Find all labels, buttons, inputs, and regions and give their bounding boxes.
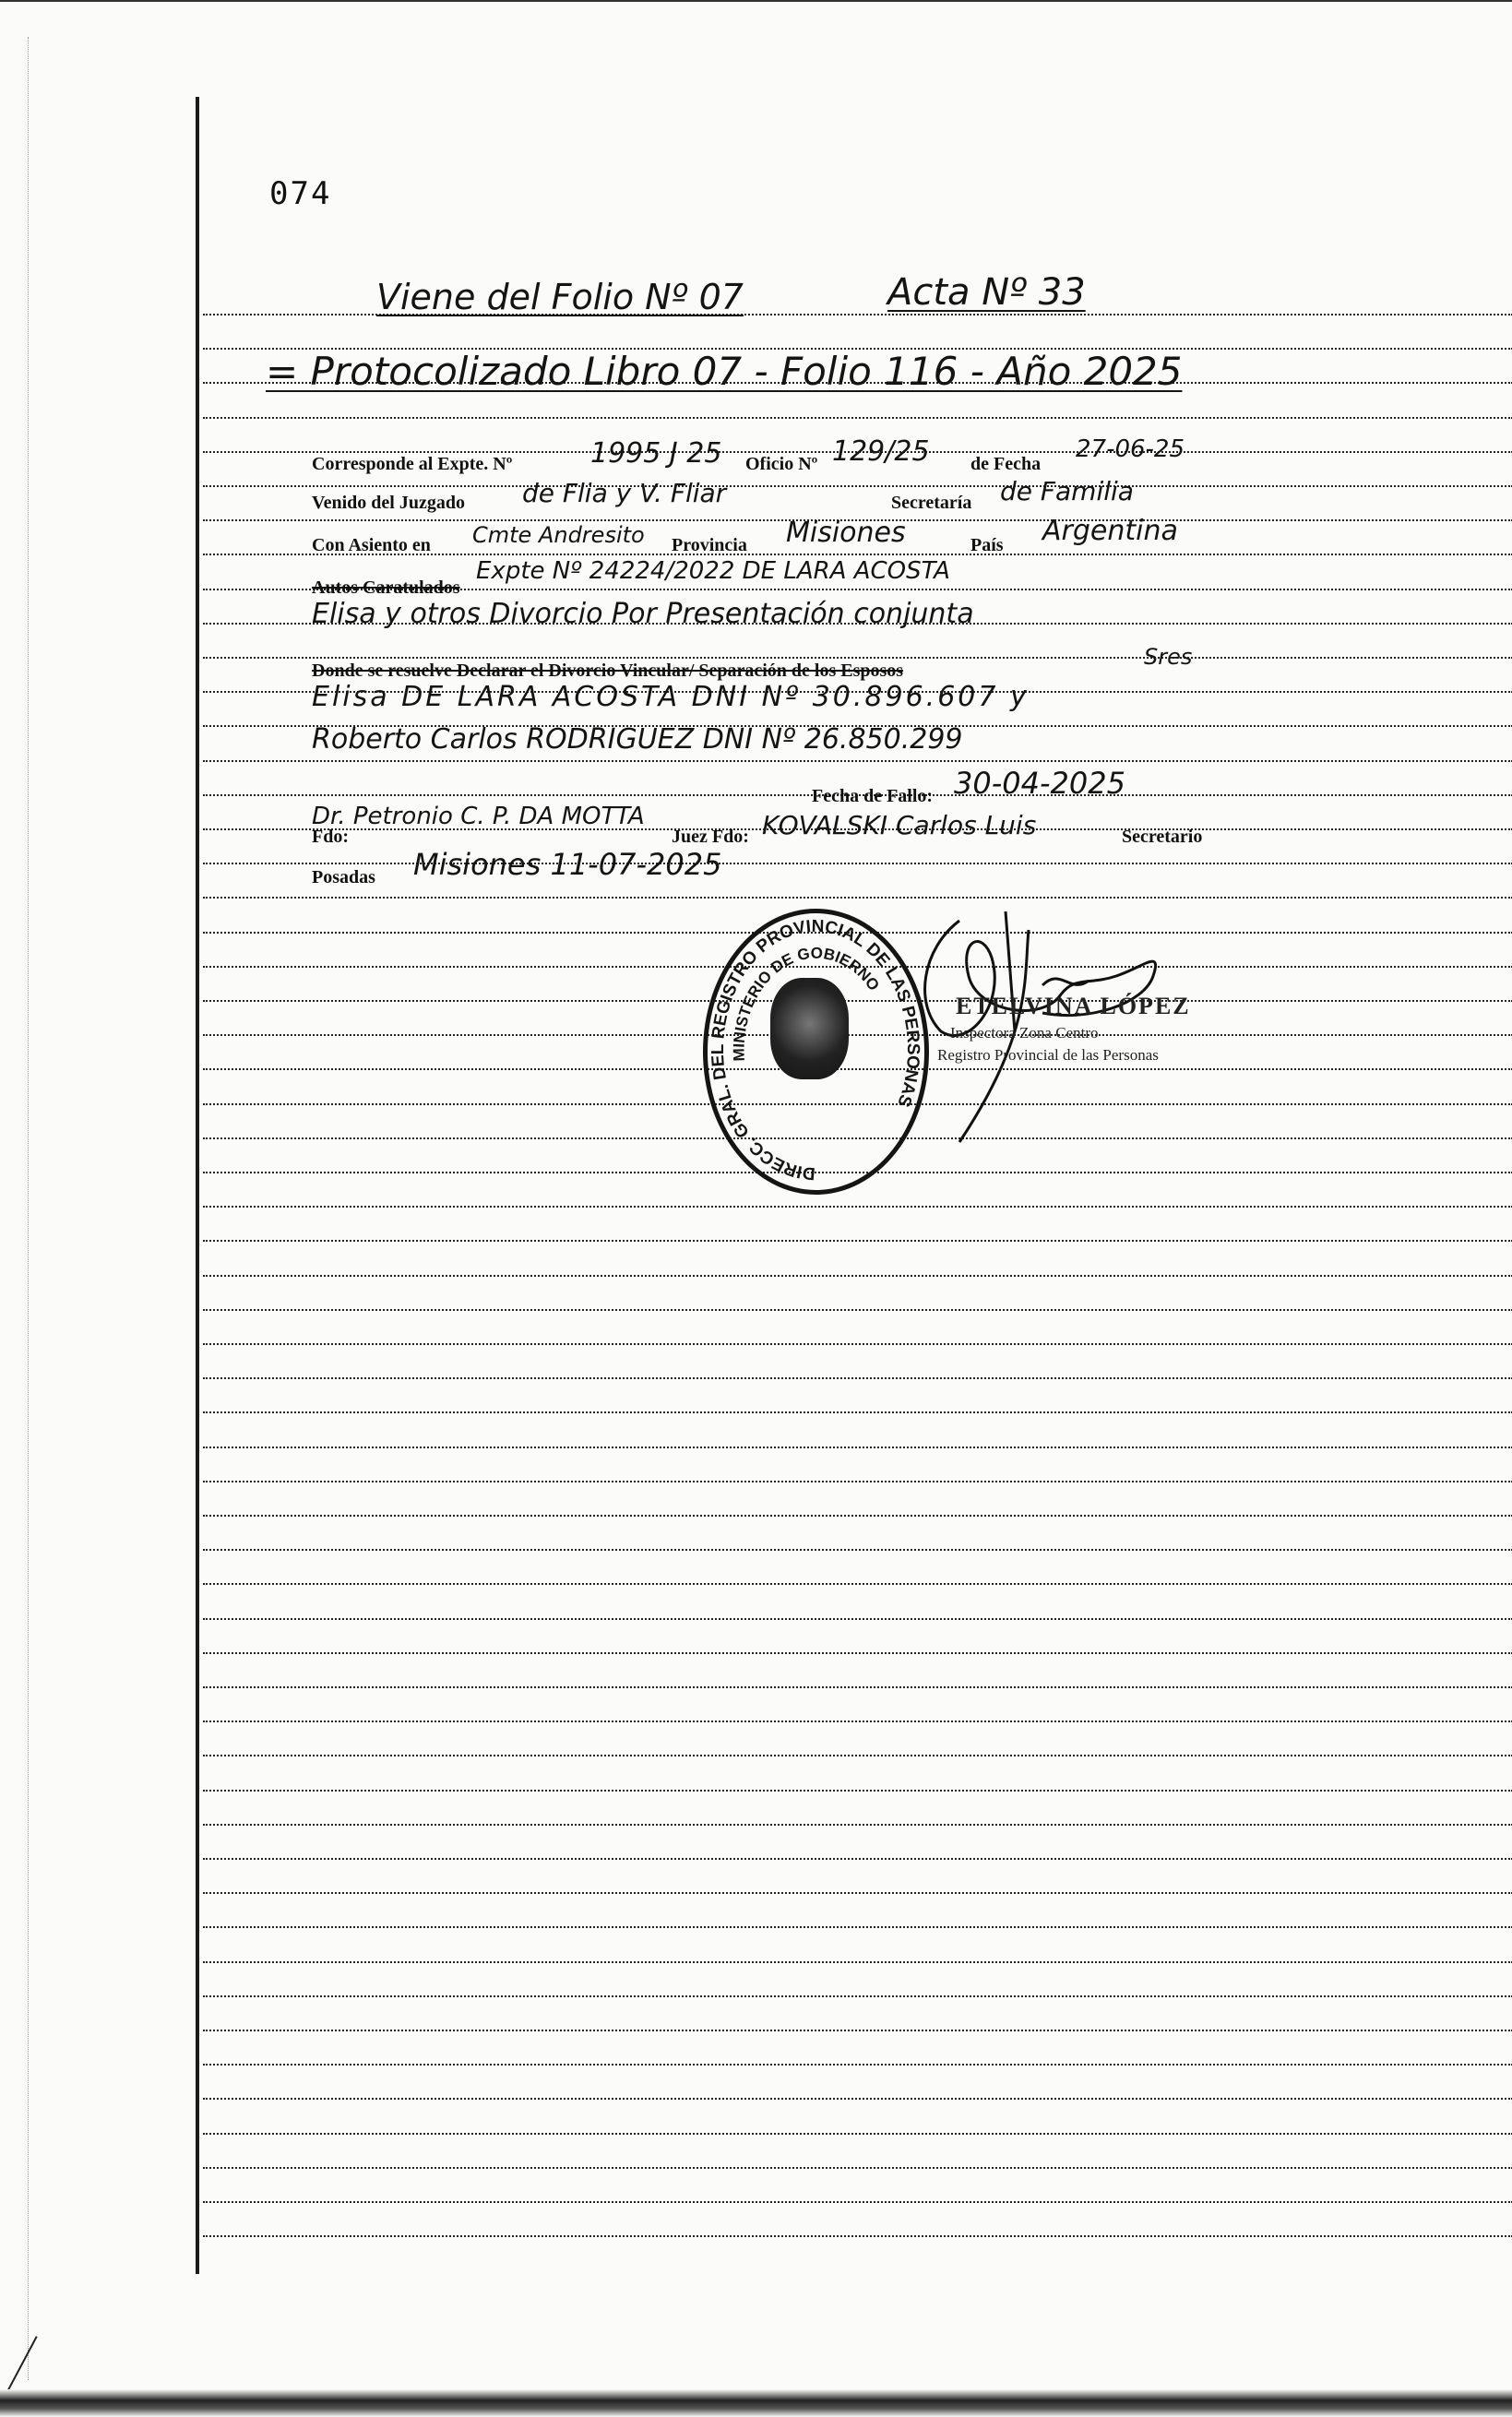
ruled-line [203, 1309, 1512, 1311]
ruled-line [203, 1377, 1512, 1379]
ruled-line [203, 417, 1512, 419]
ruled-line [203, 2133, 1512, 2135]
label-expte: Corresponde al Expte. Nº [312, 454, 513, 474]
label-posadas: Posadas [312, 867, 375, 887]
ruled-line [203, 1343, 1512, 1345]
label-oficio: Oficio Nº [745, 454, 818, 474]
page-top-edge [0, 0, 1512, 9]
ruled-line [203, 1240, 1512, 1242]
label-fecha-fallo: Fecha de Fallo: [812, 786, 934, 806]
label-fdo: Fdo: [312, 827, 349, 847]
ruled-line [203, 1549, 1512, 1551]
value-secretaria: de Familia [1000, 476, 1134, 506]
value-fecha-fallo: 30-04-2025 [954, 766, 1125, 801]
ruled-line [203, 1447, 1512, 1448]
ruled-line [203, 2167, 1512, 2169]
label-secretaria: Secretaría [891, 493, 972, 513]
stamp-inner-text: MINISTERIO DE GOBIERNO [730, 944, 883, 1062]
value-juez: Dr. Petronio C. P. DA MOTTA [312, 803, 645, 830]
value-esposo-2: Roberto Carlos RODRIGUEZ DNI Nº 26.850.299 [312, 723, 963, 756]
header-viene-del-folio: Viene del Folio Nº 07 [376, 277, 744, 317]
ruled-line [203, 1275, 1512, 1277]
stamp-outer-text: DIRECC. GRAL. DEL REGISTRO PROVINCIAL DE LAS PERSONAS [708, 916, 923, 1184]
header-acta: Acta Nº 33 [887, 271, 1086, 314]
ruled-line [203, 1790, 1512, 1792]
margin-line [196, 97, 199, 2274]
value-expte: 1995 J 25 [590, 437, 722, 470]
ruled-line [203, 2098, 1512, 2100]
header-protocolizado: = Protocolizado Libro 07 - Folio 116 - Año 2025 [266, 349, 1183, 394]
ruled-line [203, 657, 1512, 659]
value-oficio: 129/25 [832, 435, 930, 468]
ruled-line [203, 1618, 1512, 1620]
ruled-line [203, 1652, 1512, 1654]
page-number: 074 [269, 175, 332, 212]
signer-title-1: Inspectora Zona Centro [950, 1024, 1099, 1042]
value-asiento: Cmte Andresito [472, 522, 645, 548]
page-bottom-edge [0, 2389, 1512, 2417]
signer-name: ETELVINA LÓPEZ [956, 993, 1191, 1019]
ruled-line [203, 2064, 1512, 2066]
label-pais: País [970, 535, 1004, 555]
label-juzgado: Venido del Juzgado [312, 493, 465, 513]
value-autos-1: Expte Nº 24224/2022 DE LARA ACOSTA [476, 557, 950, 585]
value-provincia: Misiones [786, 517, 906, 549]
ruled-line [203, 1824, 1512, 1826]
ruled-line [203, 897, 1512, 899]
value-juzgado: de Flia y V. Fliar [522, 478, 727, 508]
ruled-line [203, 1961, 1512, 1963]
ruled-line [203, 2030, 1512, 2031]
ruled-line [203, 1892, 1512, 1894]
ruled-line [203, 2201, 1512, 2203]
label-provincia: Provincia [672, 535, 747, 555]
label-asiento: Con Asiento en [312, 535, 431, 555]
ruled-line [203, 485, 1512, 487]
ruled-line [203, 863, 1512, 864]
value-autos-2: Elisa y otros Divorcio Por Presentación conjunta [312, 598, 974, 630]
value-posadas: Misiones 11-07-2025 [413, 847, 722, 882]
value-esposo-1: Elisa DE LARA ACOSTA DNI Nº 30.896.607 y [312, 681, 1030, 713]
value-pais: Argentina [1042, 515, 1178, 547]
ruled-line [203, 1411, 1512, 1413]
label-donde: Donde se resuelve Declarar el Divorcio Vincular/ Separación de los Esposos [312, 661, 904, 681]
value-fecha: 27-06-25 [1076, 435, 1185, 463]
handwritten-signature [904, 893, 1181, 1151]
label-autos: Autos Caratulados [312, 577, 460, 598]
ruled-line [203, 1755, 1512, 1756]
label-secretario: Secretario [1122, 827, 1203, 847]
label-juez-fdo: Juez Fdo: [672, 827, 749, 847]
ruled-line [203, 2235, 1512, 2237]
page-left-edge [28, 37, 45, 2380]
label-fecha: de Fecha [970, 454, 1042, 474]
value-secretario: KOVALSKI Carlos Luis [762, 810, 1037, 840]
coat-of-arms-seal [770, 978, 849, 1079]
ruled-line [203, 760, 1512, 762]
ruled-line [203, 1926, 1512, 1928]
ruled-line [203, 1720, 1512, 1722]
value-donde-sres: Sres [1144, 644, 1193, 670]
ruled-line [203, 1515, 1512, 1517]
ruled-line [203, 1206, 1512, 1208]
signer-title-2: Registro Provincial de las Personas [937, 1046, 1159, 1064]
ruled-line [203, 1858, 1512, 1860]
ruled-line [203, 1583, 1512, 1585]
ruled-line [203, 1995, 1512, 1997]
ruled-line [203, 1686, 1512, 1688]
ruled-line [203, 1481, 1512, 1482]
